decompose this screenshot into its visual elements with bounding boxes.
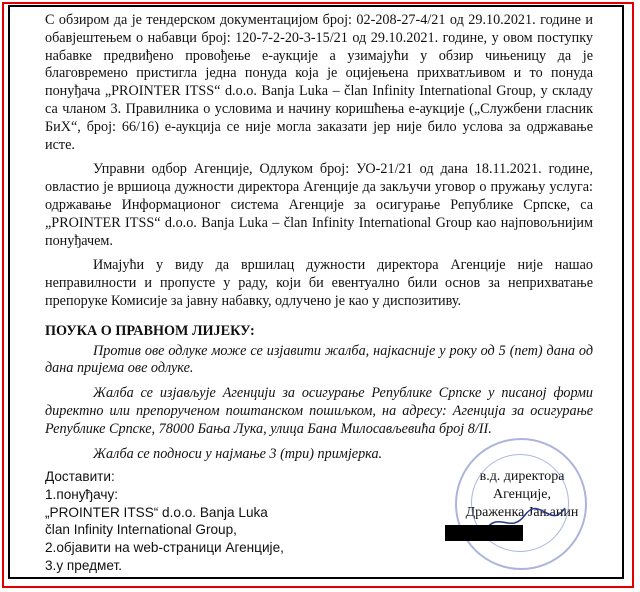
delivery-heading: Доставити:	[45, 469, 115, 484]
delivery-line: član Infinity International Group,	[45, 522, 237, 538]
signatory-org: Агенције,	[493, 486, 551, 502]
delivery-line: 3.у предмет.	[45, 557, 122, 573]
legal-remedy-3: Жалба се подноси у најмање 3 (три) примјерка.	[93, 445, 383, 462]
document-body	[45, 12, 593, 470]
paragraph-1: С обзиром да је тендерском документацијом број: 02-208-27-4/21 од 29.10.2021. године и обавјештењем о набавци број: 120-7-2-20-3-15/21 од 29.10.2021. године, у овом поступку набавке предвиђено провођење е-аукције а узимајући у обзир чињеницу да је благовремено пристигла једна понуда која је оцијењена прихватљивом и то понуда понуђача „PROINTER ITSS“ d.o.o. Banja Luka – član Infinity International Group, у складу са чланом 3. Правилника о условима и начину коришћења е-аукције („Службени гласник БиХ“, број: 66/16) е-аукција се није могла заказати јер није било услова за одржавање исте.	[45, 12, 593, 153]
signatory-name: Драженка Јањанин	[465, 504, 579, 520]
legal-remedy-heading: ПОУКА О ПРАВНОМ ЛИЈЕКУ:	[45, 322, 255, 339]
delivery-list	[45, 468, 375, 575]
legal-remedy-2: Жалба се изјављује Агенцији за осигурање Републике Српске у писаној форми директно или препорученом поштанском пошиљком, на адресу: Агенција за осигурање Републике Српске, 78000 Бања Лука, улица Бана Милосављевића број 8/II.	[45, 385, 593, 437]
legal-remedy-1: Против ове одлуке може се изјавити жалба, најкасније у року од 5 (пет) дана од дана пријема ове одлуке.	[45, 342, 593, 377]
delivery-line: 1.понуђачу:	[45, 486, 119, 502]
paragraph-3: Имајући у виду да вршилац дужности директора Агенције није нашао неправилности и пропусте у раду, који би евентуално били основ за неприхватање препоруке Комисије за јавну набавку, одлучено је као у диспозитиву.	[45, 257, 593, 309]
paragraph-2: Управни одбор Агенције, Одлуком број: УО-21/21 од дана 18.11.2021. године, овластио је вршиоца дужности директора Агенције да закључи уговор о пружању услуга: одржавање Информационог система Агенције за осигурање Републике Српске, са „PROINTER ITSS“ d.o.o. Banja Luka – član Infinity International Group као најповољнијим понуђачем.	[45, 161, 593, 249]
delivery-line: 2.објавити на web-страници Агенције,	[45, 540, 284, 556]
redaction-bar	[445, 525, 523, 541]
signatory-title: в.д. директора	[479, 469, 565, 484]
delivery-line: „PROINTER ITSS“ d.o.o. Banja Luka	[45, 504, 268, 520]
